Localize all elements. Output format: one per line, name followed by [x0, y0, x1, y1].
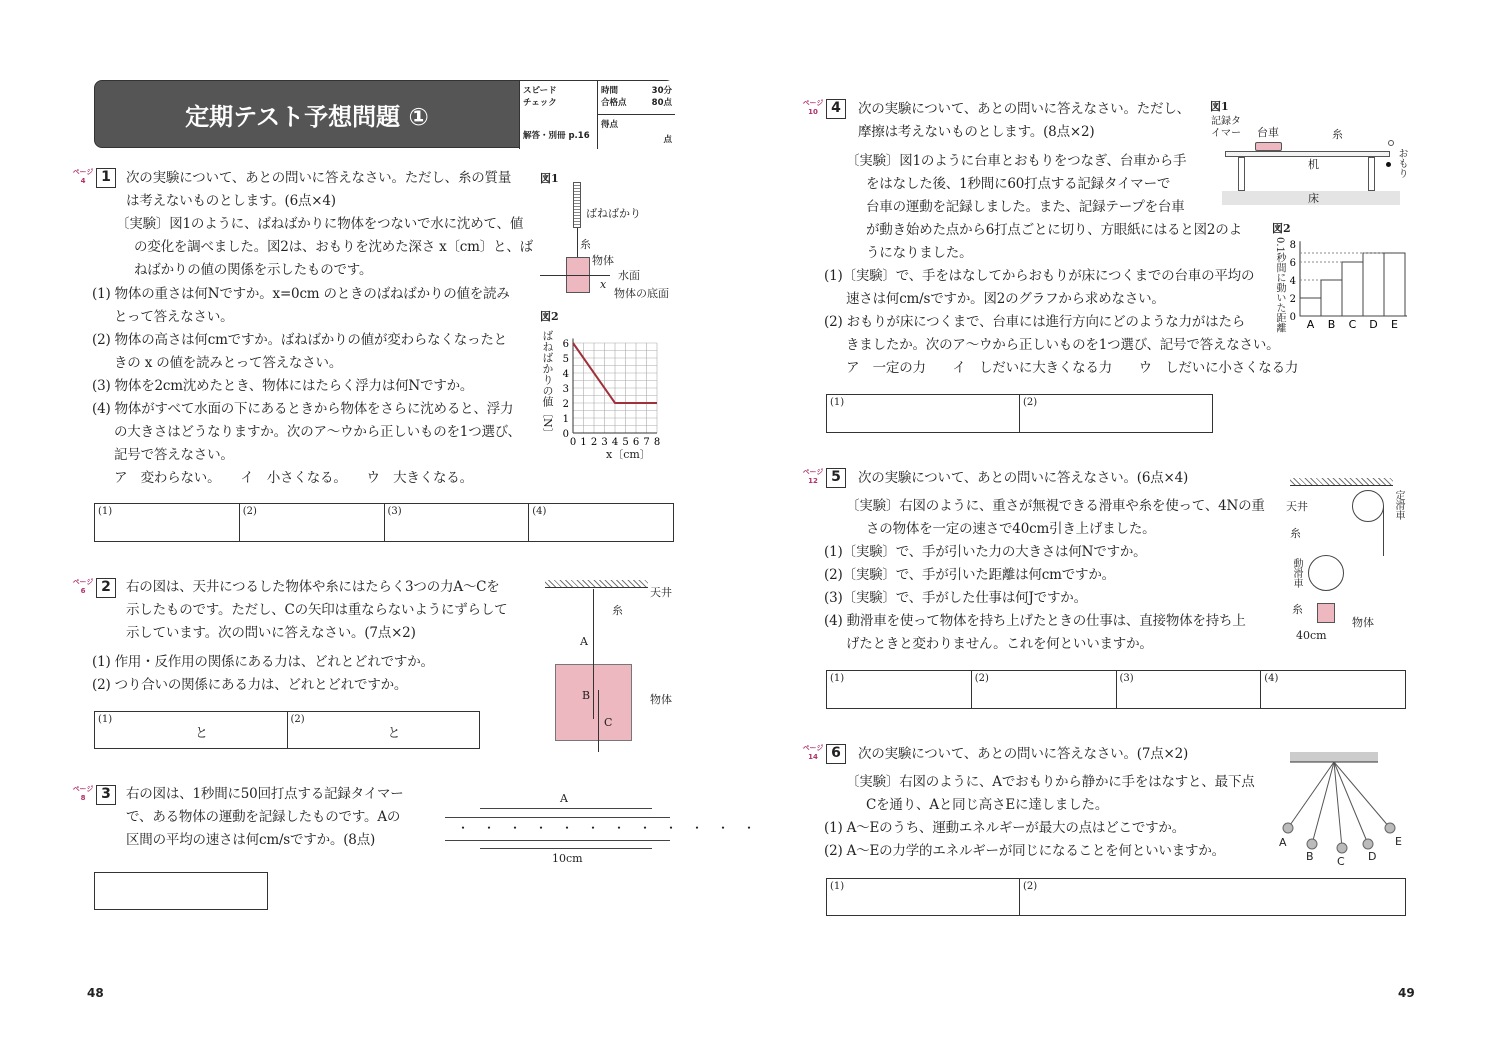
page-ref-icon: ページ 8	[72, 785, 94, 802]
and-label: と	[387, 726, 401, 741]
pendulum-diagram	[1270, 752, 1410, 872]
bottom-label: 物体の底面	[614, 287, 669, 300]
text-line: 次の実験について、あとの問いに答えなさい。(7点×2)	[858, 746, 1189, 762]
pass-label: 合格点	[601, 98, 627, 108]
tape-bar-graph	[1286, 236, 1411, 332]
desk-leg	[1368, 157, 1375, 191]
bar	[1300, 298, 1321, 316]
text-line: 右の図は、天井につるした物体や糸にはたらく3つの力A〜Cを	[126, 579, 500, 595]
point-e-label: E	[1395, 835, 1402, 848]
text-line: とって答えなさい。	[114, 309, 234, 325]
force-b-label: B	[582, 689, 591, 702]
x-axis-label: x〔cm〕	[606, 448, 651, 461]
string-label: 糸	[612, 604, 623, 617]
y-tick-label: 0	[1289, 312, 1296, 323]
text-line: きの x の値を読みとって答えなさい。	[114, 355, 343, 371]
water-line	[540, 275, 610, 276]
text-line: きましたか。次のア〜ウから正しいものを1つ選び、記号で答えなさい。	[846, 337, 1280, 353]
floor-label: 床	[1308, 192, 1319, 205]
x-tick-label: 1	[580, 437, 587, 448]
cart	[1255, 142, 1282, 151]
x-tick-label: 3	[601, 437, 608, 448]
time-label: 時間	[601, 86, 619, 96]
y-tick-label: 4	[562, 369, 569, 380]
force-b-arrow	[593, 664, 594, 719]
text-line: の変化を調べました。図2は、おもりを沈めた深さ x〔cm〕と、ば	[134, 239, 533, 255]
string-label: 糸	[580, 238, 591, 251]
y-tick-label: 4	[1289, 276, 1296, 287]
buoyancy-graph	[555, 330, 670, 462]
point-b-label: B	[1306, 850, 1314, 863]
text-line: 〔実験〕図1のように台車とおもりをつなぎ、台車から手	[846, 153, 1187, 169]
page-number: 49	[1398, 986, 1415, 1000]
text-line: (2) 物体の高さは何cmですか。ばねばかりの値が変わらなくなったと	[92, 332, 507, 348]
length-label: 40cm	[1296, 629, 1327, 642]
moving-pulley-label: 動滑車	[1291, 558, 1302, 588]
answer-cell[interactable]: (1)	[827, 879, 1020, 915]
text-line: (2) A〜Eの力学的エネルギーが同じになることを何といいますか。	[824, 843, 1225, 859]
text-line: (1) A〜Eのうち、運動エネルギーが最大の点はどこですか。	[824, 820, 1186, 836]
text-line: (2) おもりが床につくまで、台車には進行方向にどのような力がはたら	[824, 314, 1246, 330]
bar	[1363, 253, 1384, 316]
text-line: (4) 動滑車を使って物体を持ち上げたときの仕事は、直接物体を持ち上	[824, 613, 1246, 629]
string-label: 糸	[1332, 128, 1343, 141]
answer-cell[interactable]: (2)	[1023, 397, 1038, 408]
y-tick-label: 1	[562, 414, 569, 425]
string-label-2: 糸	[1292, 603, 1303, 616]
object-box	[1317, 603, 1335, 623]
text-line: (2) つり合いの関係にある力は、どれとどれですか。	[92, 677, 408, 693]
x-tick-label: C	[1348, 318, 1357, 331]
question-number: 3	[96, 785, 116, 805]
text-line: (1) 物体の重さは何Nですか。x=0cm のときのばねばかりの値を読み	[92, 286, 510, 302]
cell-label: (2)	[290, 714, 305, 725]
speed-check-label: スピード チェック	[523, 86, 557, 108]
spring-label: ばねばかり	[586, 207, 641, 220]
text-line: 次の実験について、あとの問いに答えなさい。ただし、糸の質量	[126, 170, 512, 186]
fixed-pulley-label: 定滑車	[1393, 490, 1404, 520]
point-a-label: A	[1279, 836, 1287, 849]
answer-box-q4[interactable]	[826, 394, 1213, 433]
text-line: 〔実験〕図1のように、ばねばかりに物体をつないで水に沈めて、値	[116, 216, 524, 232]
text-line: 示しています。次の問いに答えなさい。(7点×2)	[126, 625, 416, 641]
force-c-label: C	[604, 716, 613, 729]
weight	[1386, 162, 1391, 167]
string-label: 糸	[1290, 527, 1301, 540]
text-line: 次の実験について、あとの問いに答えなさい。(6点×4)	[858, 470, 1189, 486]
y-tick-label: 2	[562, 399, 569, 410]
point-d-label: D	[1368, 850, 1377, 863]
dimension-line	[480, 848, 652, 849]
desk-leg	[1238, 157, 1245, 191]
weight-label: おもり	[1396, 148, 1407, 178]
text-line: の大きさはどうなりますか。次のア〜ウから正しいものを1つ選び、	[114, 424, 521, 440]
y-tick-label: 6	[1289, 258, 1296, 269]
answer-cell[interactable]: (1)	[95, 504, 240, 541]
x-tick-label: E	[1391, 318, 1398, 331]
text-line: をはなした後、1秒間に60打点する記録タイマーで	[866, 176, 1171, 192]
text-line: は考えないものとします。(6点×4)	[126, 193, 336, 209]
y-tick-label: 5	[562, 354, 569, 365]
answer-cell[interactable]: (2)	[240, 504, 385, 541]
bar	[1321, 280, 1342, 316]
text-line: が動き始めた点から6打点ごとに切り、方眼紙にはると図2のよ	[866, 222, 1242, 238]
text-line: (1)〔実験〕で、手が引いた力の大きさは何Nですか。	[824, 544, 1147, 560]
string-line	[593, 589, 594, 664]
water-label: 水面	[618, 269, 640, 282]
section-a-label: A	[560, 792, 568, 805]
fig2-label: 図2	[540, 310, 559, 323]
answer-cell[interactable]: (3)	[1117, 671, 1262, 708]
test-header	[94, 80, 674, 148]
page-ref-icon: ページ 10	[802, 99, 824, 116]
ceiling-label: 天井	[650, 586, 672, 599]
point-c-label: C	[1337, 855, 1345, 868]
text-line: (3)〔実験〕で、手がした仕事は何Jですか。	[824, 590, 1087, 606]
text-line: 〔実験〕右図のように、Aでおもりから静かに手をはなすと、最下点	[846, 774, 1255, 790]
y-tick-label: 0	[562, 429, 569, 440]
spring-scale	[573, 182, 581, 228]
text-line: (2)〔実験〕で、手が引いた距離は何cmですか。	[824, 567, 1115, 583]
length-label: 10cm	[552, 852, 583, 865]
y-tick-label: 2	[1289, 294, 1296, 305]
timer-label: 記録タイマー	[1211, 116, 1241, 139]
text-line: (1) 作用・反作用の関係にある力は、どれとどれですか。	[92, 654, 434, 670]
fig2-label: 図2	[1272, 222, 1291, 235]
answer-box-q5[interactable]	[826, 670, 1406, 709]
answer-box-q2[interactable]	[94, 711, 480, 749]
text-line: (3) 物体を2cm沈めたとき、物体にはたらく浮力は何Nですか。	[92, 378, 474, 394]
answer-box-q3[interactable]	[94, 872, 268, 910]
question-number: 5	[826, 468, 846, 488]
moving-pulley	[1308, 555, 1344, 591]
cell-label: (1)	[98, 714, 113, 725]
question-number: 6	[826, 744, 846, 764]
answer-cell[interactable]: (3)	[385, 504, 530, 541]
dimension-line	[480, 808, 652, 809]
time-value: 30分	[651, 86, 672, 96]
fixed-pulley	[1352, 490, 1384, 522]
text-line: うになりました。	[866, 245, 973, 261]
desk-label: 机	[1308, 158, 1319, 171]
x-tick-label: 5	[622, 437, 629, 448]
answer-cell[interactable]	[95, 712, 288, 748]
score-unit: 点	[663, 135, 672, 145]
x-tick-label: B	[1327, 318, 1336, 331]
page-title: 定期テスト予想問題 ①	[185, 102, 429, 131]
choices: ア 変わらない。 イ 小さくなる。 ウ 大きくなる。	[114, 470, 473, 486]
pass-value: 80点	[651, 98, 672, 108]
text-line: で、ある物体の運動を記録したものです。Aの	[126, 809, 401, 825]
text-line: 示したものです。ただし、Cの矢印は重ならないようにずらして	[126, 602, 508, 618]
text-line: Cを通り、Aと同じ高さEに達しました。	[866, 797, 1109, 813]
desk-top	[1225, 151, 1390, 157]
answer-cell[interactable]: (4)	[532, 506, 547, 517]
x-tick-label: 0	[569, 437, 577, 448]
object-label: 物体	[1352, 616, 1374, 629]
answer-cell[interactable]: (2)	[1023, 881, 1038, 892]
x-tick-label: A	[1306, 318, 1315, 331]
answer-cell[interactable]	[95, 873, 267, 909]
question-number: 2	[96, 578, 116, 598]
score-label: 得点	[601, 120, 619, 130]
text-line: (1)〔実験〕で、手をはなしてからおもりが床につくまでの台車の平均の	[824, 268, 1255, 284]
answer-box-q1[interactable]	[94, 503, 674, 542]
answer-cell[interactable]: (2)	[972, 671, 1117, 708]
y-tick-label: 6	[562, 339, 569, 350]
fig1-label: 図1	[1210, 100, 1229, 113]
y-axis-label: ばねばかりの値〔N〕	[541, 330, 554, 439]
object-label: 物体	[650, 693, 672, 706]
text-line: 速さは何cm/sですか。図2のグラフから求めなさい。	[846, 291, 1165, 307]
and-label: と	[195, 726, 209, 741]
text-line: 記号で答えなさい。	[114, 447, 234, 463]
page-number: 48	[87, 986, 104, 1000]
text-line: げたときと変わりません。これを何といいますか。	[846, 636, 1153, 652]
answer-cell[interactable]: (1)	[827, 395, 1020, 432]
x-tick-label: 2	[590, 437, 598, 448]
force-a-label: A	[580, 635, 588, 648]
question-number: 4	[826, 99, 846, 119]
text-line: 区間の平均の速さは何cm/sですか。(8点)	[126, 832, 376, 848]
question-number: 1	[96, 168, 116, 188]
fig1-label: 図1	[540, 172, 559, 185]
text-line: 右の図は、1秒間に50回打点する記録タイマー	[126, 786, 404, 802]
x-tick-label: 6	[632, 437, 640, 448]
bar	[1342, 262, 1363, 316]
answer-cell[interactable]: (1)	[827, 671, 972, 708]
pulley	[1388, 140, 1394, 146]
text-line: 次の実験について、あとの問いに答えなさい。ただし、	[858, 101, 1190, 117]
answer-cell[interactable]	[288, 712, 480, 748]
answer-cell[interactable]: (4)	[1264, 673, 1279, 684]
page-ref-icon: ページ 12	[802, 468, 824, 485]
ceiling	[545, 580, 648, 588]
page-ref-icon: ページ 14	[802, 744, 824, 761]
cart-label: 台車	[1257, 126, 1279, 139]
timer-tape: ・・・・・・・・・・・・	[445, 817, 670, 841]
string-line	[577, 228, 578, 258]
x-tick-label: 8	[653, 437, 661, 448]
x-tick-label: D	[1369, 318, 1378, 331]
force-c-arrow	[598, 690, 599, 752]
text-line: ねばかりの値の関係を示したものです。	[134, 262, 373, 278]
text-line: (4) 物体がすべて水面の下にあるときから物体をさらに沈めると、浮力	[92, 401, 514, 417]
text-line: 台車の運動を記録しました。また、記録テープを台車	[866, 199, 1185, 215]
text-line: 〔実験〕右図のように、重さが無視できる滑車や糸を使って、4Nの重	[846, 498, 1265, 514]
x-tick-label: 7	[643, 437, 650, 448]
page-ref-icon: ページ 4	[72, 168, 94, 185]
ceiling-label: 天井	[1286, 500, 1308, 513]
y-axis-label: 0.1秒間に動いた距離	[1274, 237, 1285, 333]
ceiling	[1290, 478, 1393, 486]
answer-ref: 解答・別冊 p.16	[523, 131, 590, 141]
choices: ア 一定の力 イ しだいに大きくなる力 ウ しだいに小さくなる力	[846, 360, 1299, 376]
object-label: 物体	[592, 254, 614, 267]
x-label: x	[600, 278, 607, 291]
x-tick-label: 4	[611, 437, 619, 448]
text-line: さの物体を一定の速さで40cm引き上げました。	[866, 521, 1156, 537]
answer-box-q6[interactable]	[826, 878, 1406, 916]
page-ref-icon: ページ 6	[72, 578, 94, 595]
bar	[1384, 253, 1405, 316]
y-tick-label: 3	[562, 384, 569, 395]
y-tick-label: 8	[1289, 240, 1296, 251]
pull-string	[1383, 506, 1384, 556]
text-line: 摩擦は考えないものとします。(8点×2)	[858, 124, 1095, 140]
